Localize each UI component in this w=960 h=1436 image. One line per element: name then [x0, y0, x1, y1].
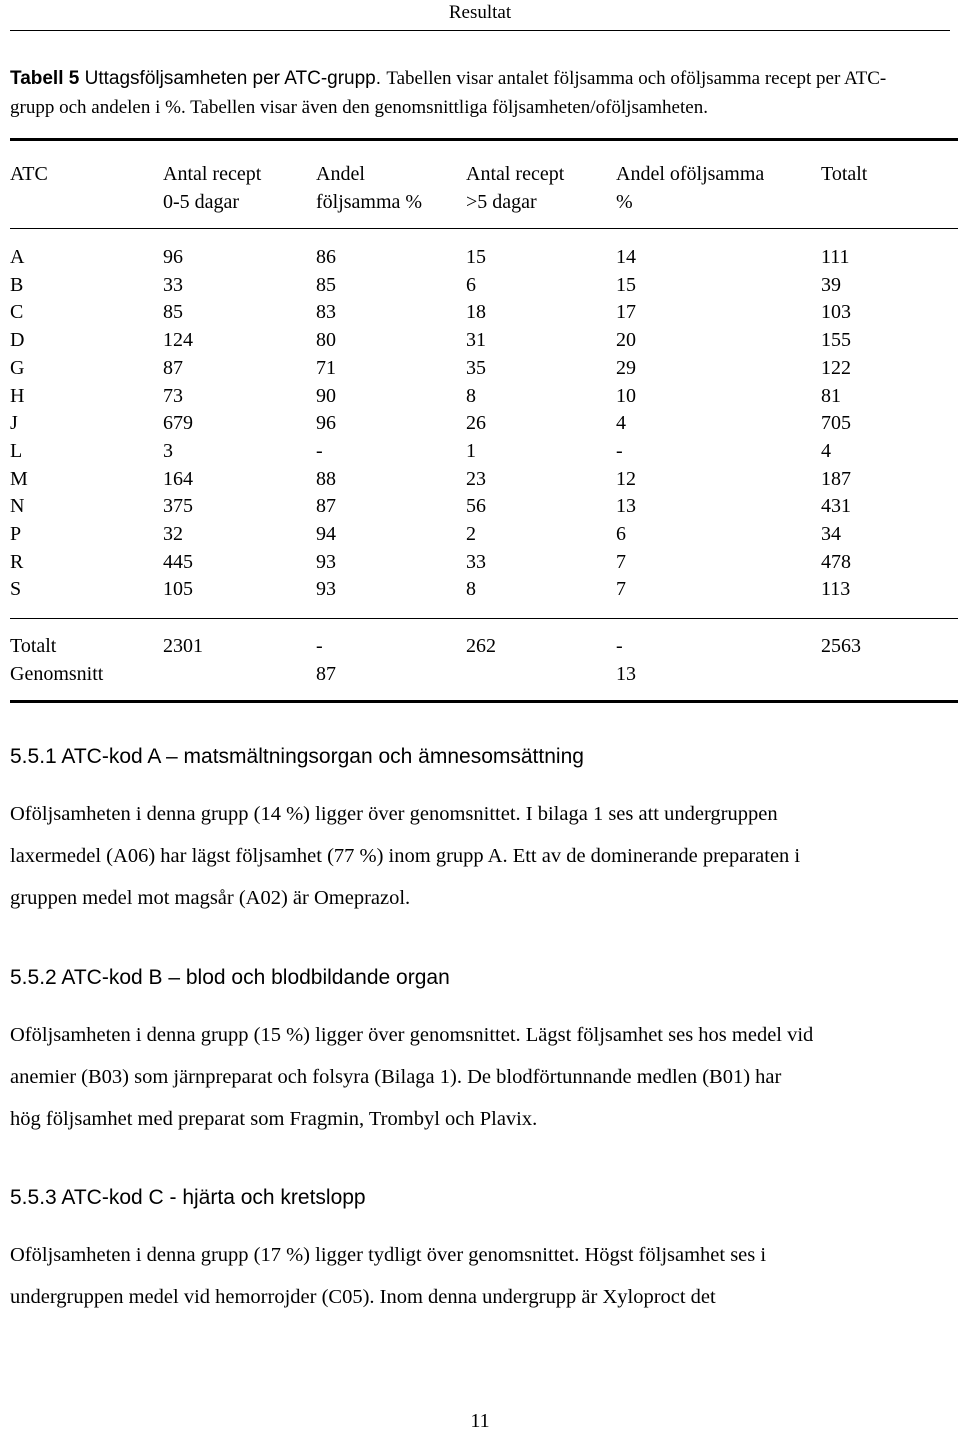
cell-andel-foljsamma: 90 — [316, 385, 336, 407]
cell-totalt: 431 — [821, 495, 851, 517]
cell-andel-ofoljsamma: 7 — [616, 551, 626, 573]
cell-antal-over-5: 6 — [466, 274, 476, 296]
cell-atc: J — [10, 412, 18, 434]
cell-andel-foljsamma: 83 — [316, 301, 336, 323]
cell-antal-over-5: 15 — [466, 246, 486, 268]
cell-andel-ofoljsamma: 10 — [616, 385, 636, 407]
header-antal-over-5-line1: Antal recept — [466, 163, 565, 185]
cell-antal-0-5: 96 — [163, 246, 183, 268]
paragraph-line: gruppen medel mot magsår (A02) är Omeprazol. — [10, 887, 411, 909]
cell-antal-0-5: 33 — [163, 274, 183, 296]
cell-antal-over-5: 33 — [466, 551, 486, 573]
table-header-rule — [10, 228, 958, 229]
cell-atc: B — [10, 274, 24, 296]
section-paragraph — [10, 793, 955, 919]
section-paragraph — [10, 1234, 955, 1318]
cell-atc: P — [10, 523, 22, 545]
section-heading: 5.5.2 ATC-kod B – blod och blodbildande organ — [10, 966, 450, 989]
cell-antal-over-5: 35 — [466, 357, 486, 379]
section-heading: 5.5.1 ATC-kod A – matsmältningsorgan och ämnesomsättning — [10, 745, 584, 768]
page-number: 11 — [470, 1410, 490, 1432]
cell-andel-foljsamma: 87 — [316, 495, 336, 517]
cell-andel-foljsamma: 96 — [316, 412, 336, 434]
cell-andel-foljsamma: 85 — [316, 274, 336, 296]
cell-andel-ofoljsamma: 4 — [616, 412, 626, 434]
paragraph-line: anemier (B03) som järnpreparat och folsyra (Bilaga 1). De blodförtunnande medlen (B01) har — [10, 1066, 782, 1088]
cell-antal-0-5: 164 — [163, 468, 193, 490]
cell-antal-over-5: 26 — [466, 412, 486, 434]
cell-andel-foljsamma: 93 — [316, 551, 336, 573]
cell-atc: S — [10, 578, 22, 600]
cell-atc: D — [10, 329, 25, 351]
cell-andel-ofoljsamma: 17 — [616, 301, 636, 323]
cell-totalt: 4 — [821, 440, 831, 462]
cell-andel-ofoljsamma: 20 — [616, 329, 636, 351]
cell-antal-over-5: 56 — [466, 495, 486, 517]
total-andel-foljsamma: - — [316, 635, 323, 657]
cell-antal-over-5: 2 — [466, 523, 476, 545]
cell-antal-0-5: 445 — [163, 551, 193, 573]
paragraph-line: hög följsamhet med preparat som Fragmin, Trombyl och Plavix. — [10, 1108, 538, 1130]
cell-atc: H — [10, 385, 25, 407]
cell-totalt: 705 — [821, 412, 851, 434]
header-atc-line1: ATC — [10, 163, 48, 185]
cell-andel-ofoljsamma: 12 — [616, 468, 636, 490]
caption-line2: grupp och andelen i %. Tabellen visar även den genomsnittliga följsamheten/oföljsamheten. — [10, 97, 708, 118]
cell-antal-over-5: 18 — [466, 301, 486, 323]
cell-andel-ofoljsamma: 7 — [616, 578, 626, 600]
paragraph-line: undergruppen medel vid hemorrojder (C05). Inom denna undergrupp är Xyloproct det — [10, 1286, 716, 1308]
cell-totalt: 111 — [821, 246, 850, 268]
cell-andel-foljsamma: 94 — [316, 523, 336, 545]
total-antal-0-5: 2301 — [163, 635, 203, 657]
cell-antal-0-5: 124 — [163, 329, 193, 351]
cell-andel-ofoljsamma: 13 — [616, 495, 636, 517]
cell-antal-over-5: 8 — [466, 578, 476, 600]
cell-atc: G — [10, 357, 25, 379]
header-andel-foljsamma-line1: Andel — [316, 163, 365, 185]
section-paragraph — [10, 1014, 955, 1140]
cell-antal-0-5: 3 — [163, 440, 173, 462]
cell-totalt: 187 — [821, 468, 851, 490]
average-andel-ofoljsamma: 13 — [616, 663, 636, 685]
paragraph-line: Oföljsamheten i denna grupp (17 %) ligger tydligt över genomsnittet. Högst följsamhet ses i — [10, 1244, 767, 1266]
cell-antal-over-5: 31 — [466, 329, 486, 351]
average-andel-foljsamma: 87 — [316, 663, 336, 685]
cell-totalt: 478 — [821, 551, 851, 573]
caption-label: Tabell 5 — [10, 68, 80, 89]
cell-antal-0-5: 73 — [163, 385, 183, 407]
total-antal-over-5: 262 — [466, 635, 496, 657]
paragraph-line: laxermedel (A06) har lägst följsamhet (77 %) inom grupp A. Ett av de dominerande preparaten i — [10, 845, 801, 867]
cell-antal-over-5: 1 — [466, 440, 476, 462]
caption-line1: Tabellen visar antalet följsamma och oföljsamma recept per ATC- — [386, 68, 887, 89]
cell-andel-foljsamma: 86 — [316, 246, 336, 268]
cell-andel-ofoljsamma: - — [616, 440, 623, 462]
cell-atc: L — [10, 440, 23, 462]
header-totalt-line1: Totalt — [821, 163, 868, 185]
cell-antal-0-5: 32 — [163, 523, 183, 545]
cell-totalt: 81 — [821, 385, 841, 407]
cell-antal-0-5: 679 — [163, 412, 193, 434]
total-totalt: 2563 — [821, 635, 861, 657]
paragraph-line: Oföljsamheten i denna grupp (15 %) ligger över genomsnittet. Lägst följsamhet ses hos medel vid — [10, 1024, 814, 1046]
cell-andel-foljsamma: 80 — [316, 329, 336, 351]
cell-totalt: 122 — [821, 357, 851, 379]
total-atc: Totalt — [10, 635, 57, 657]
cell-antal-over-5: 8 — [466, 385, 476, 407]
cell-atc: M — [10, 468, 28, 490]
cell-atc: A — [10, 246, 25, 268]
table-top-rule — [10, 138, 958, 141]
cell-antal-over-5: 23 — [466, 468, 486, 490]
cell-totalt: 39 — [821, 274, 841, 296]
header-antal-over-5-line2: >5 dagar — [466, 191, 537, 213]
table-caption — [10, 64, 940, 122]
cell-andel-ofoljsamma: 6 — [616, 523, 626, 545]
header-andel-foljsamma-line2: följsamma % — [316, 191, 423, 213]
page-header-title: Resultat — [448, 2, 512, 23]
cell-andel-foljsamma: - — [316, 440, 323, 462]
cell-antal-0-5: 375 — [163, 495, 193, 517]
cell-totalt: 113 — [821, 578, 851, 600]
average-atc: Genomsnitt — [10, 663, 104, 685]
cell-andel-ofoljsamma: 14 — [616, 246, 636, 268]
cell-andel-ofoljsamma: 15 — [616, 274, 636, 296]
header-antal-0-5-line1: Antal recept — [163, 163, 262, 185]
cell-atc: N — [10, 495, 25, 517]
header-antal-0-5-line2: 0-5 dagar — [163, 191, 240, 213]
caption-line1-sans: Uttagsföljsamheten per ATC-grupp. — [79, 68, 387, 89]
cell-antal-0-5: 105 — [163, 578, 193, 600]
cell-andel-foljsamma: 88 — [316, 468, 336, 490]
header-rule — [10, 30, 950, 31]
cell-andel-foljsamma: 93 — [316, 578, 336, 600]
total-andel-ofoljsamma: - — [616, 635, 623, 657]
cell-andel-ofoljsamma: 29 — [616, 357, 636, 379]
section-heading: 5.5.3 ATC-kod C - hjärta och kretslopp — [10, 1186, 366, 1209]
header-andel-ofoljsamma-line2: % — [616, 191, 633, 213]
header-andel-ofoljsamma-line1: Andel oföljsamma — [616, 163, 765, 185]
cell-totalt: 34 — [821, 523, 841, 545]
table-bottom-rule — [10, 700, 958, 703]
table-body-rule — [10, 618, 958, 619]
cell-atc: C — [10, 301, 24, 323]
cell-totalt: 155 — [821, 329, 851, 351]
cell-antal-0-5: 87 — [163, 357, 183, 379]
paragraph-line: Oföljsamheten i denna grupp (14 %) ligger över genomsnittet. I bilaga 1 ses att undergruppen — [10, 803, 778, 825]
cell-atc: R — [10, 551, 24, 573]
cell-antal-0-5: 85 — [163, 301, 183, 323]
cell-andel-foljsamma: 71 — [316, 357, 336, 379]
cell-totalt: 103 — [821, 301, 851, 323]
